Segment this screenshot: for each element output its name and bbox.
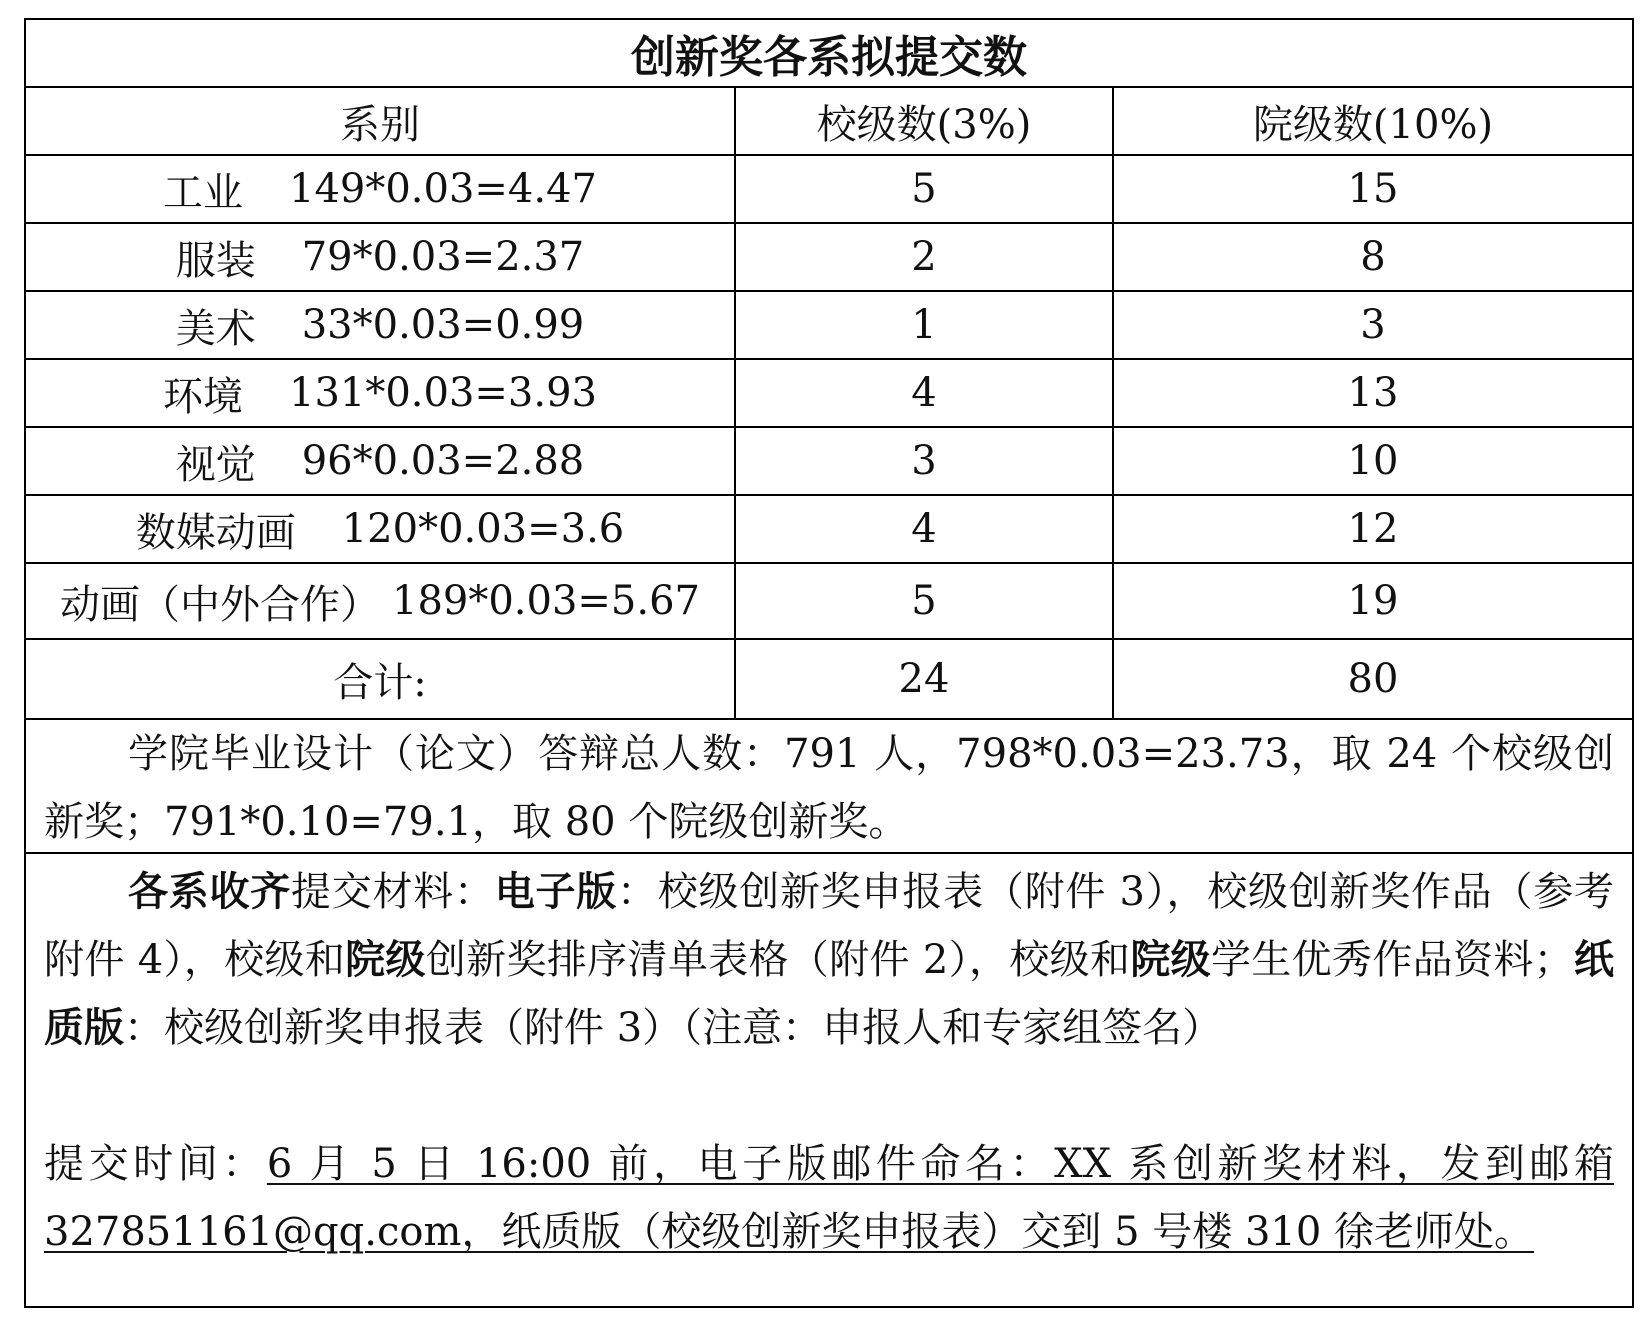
school-count: 4 <box>736 496 1114 562</box>
table-row <box>26 156 1632 224</box>
table-row <box>26 496 1632 564</box>
materials-text-10: ：校级创新奖申报表（附件 3）（注意：申报人和专家组签名） <box>124 1005 1223 1051</box>
dept-name: 美术 <box>175 305 256 352</box>
submission-label: 提交时间： <box>44 1141 267 1187</box>
total-school: 24 <box>736 640 1114 718</box>
materials-text-8: 学生优秀作品资料； <box>1211 937 1574 983</box>
summary-text: 学院毕业设计（论文）答辩总人数：791 人，798*0.03=23.73，取 24 个校级创新奖；791*0.10=79.1，取 80 个院级创新奖。 <box>44 731 1614 845</box>
dept-cell <box>26 224 736 290</box>
submission-text <box>44 1130 1614 1266</box>
header-school: 校级数(3%) <box>736 88 1114 154</box>
title-row <box>26 20 1632 88</box>
materials-bold-9: 纸质版 <box>44 936 1615 1051</box>
materials-bold-5: 院级 <box>345 936 426 983</box>
dept-cell <box>26 156 736 222</box>
materials-text-2: 提交材料： <box>291 869 495 915</box>
dept-name: 环境 <box>163 373 243 420</box>
dept-name: 服装 <box>175 237 256 284</box>
school-count: 5 <box>736 156 1114 222</box>
dept-formula: 96*0.03=2.88 <box>301 438 585 484</box>
college-count: 19 <box>1347 578 1399 624</box>
dept-cell <box>26 360 736 426</box>
materials-text <box>44 858 1614 1062</box>
dept-name: 数媒动画 <box>135 509 296 556</box>
dept-cell <box>26 496 736 562</box>
materials-bold-3: 电子版 <box>494 868 618 915</box>
college-count: 13 <box>1347 370 1399 416</box>
total-label: 合计: <box>26 640 736 718</box>
materials-text-6: 创新奖排序清单表格（附件 2），校级和 <box>425 937 1131 983</box>
dept-formula: 33*0.03=0.99 <box>301 302 585 348</box>
college-count: 3 <box>1360 302 1386 348</box>
total-row <box>26 640 1632 720</box>
dept-name: 动画（中外合作） <box>60 581 380 628</box>
dept-formula: 149*0.03=4.47 <box>289 166 597 212</box>
table-title: 创新奖各系拟提交数 <box>631 32 1027 83</box>
college-count: 12 <box>1347 506 1399 552</box>
table-row <box>26 224 1632 292</box>
header-college: 院级数(10%) <box>1252 101 1494 148</box>
dept-formula: 131*0.03=3.93 <box>289 370 597 416</box>
materials-section <box>26 854 1632 1306</box>
submission-detail: 6 月 5 日 16:00 前，电子版邮件命名：XX 系创新奖材料，发到邮箱 327851161@qq.com，纸质版（校级创新奖申报表）交到 5 号楼 310 徐老师处。 <box>44 1141 1615 1255</box>
table-row <box>26 292 1632 360</box>
dept-formula: 189*0.03=5.67 <box>392 578 700 624</box>
college-count: 8 <box>1360 234 1386 280</box>
table-row <box>26 360 1632 428</box>
school-count: 3 <box>736 428 1114 494</box>
dept-formula: 79*0.03=2.37 <box>301 234 585 280</box>
dept-name: 工业 <box>163 169 243 216</box>
dept-cell <box>26 292 736 358</box>
dept-cell <box>26 428 736 494</box>
college-count: 15 <box>1347 166 1399 212</box>
dept-cell <box>26 564 736 638</box>
school-count: 5 <box>736 564 1114 638</box>
school-count: 2 <box>736 224 1114 290</box>
materials-bold-1: 各系收齐 <box>128 868 292 915</box>
school-count: 1 <box>736 292 1114 358</box>
dept-formula: 120*0.03=3.6 <box>341 506 625 552</box>
header-dept: 系别 <box>26 88 736 154</box>
award-quota-table <box>24 18 1634 1308</box>
school-count: 4 <box>736 360 1114 426</box>
header-row <box>26 88 1632 156</box>
dept-name: 视觉 <box>175 441 256 488</box>
college-count: 10 <box>1347 438 1399 484</box>
table-row <box>26 428 1632 496</box>
total-college: 80 <box>1347 656 1399 702</box>
table-row <box>26 564 1632 640</box>
materials-text-4: ：校级创新奖申报表（附件 3），校级创新奖作品（参考附件 4），校级和 <box>44 869 1615 983</box>
summary-row <box>26 720 1632 854</box>
materials-bold-7: 院级 <box>1130 936 1212 983</box>
